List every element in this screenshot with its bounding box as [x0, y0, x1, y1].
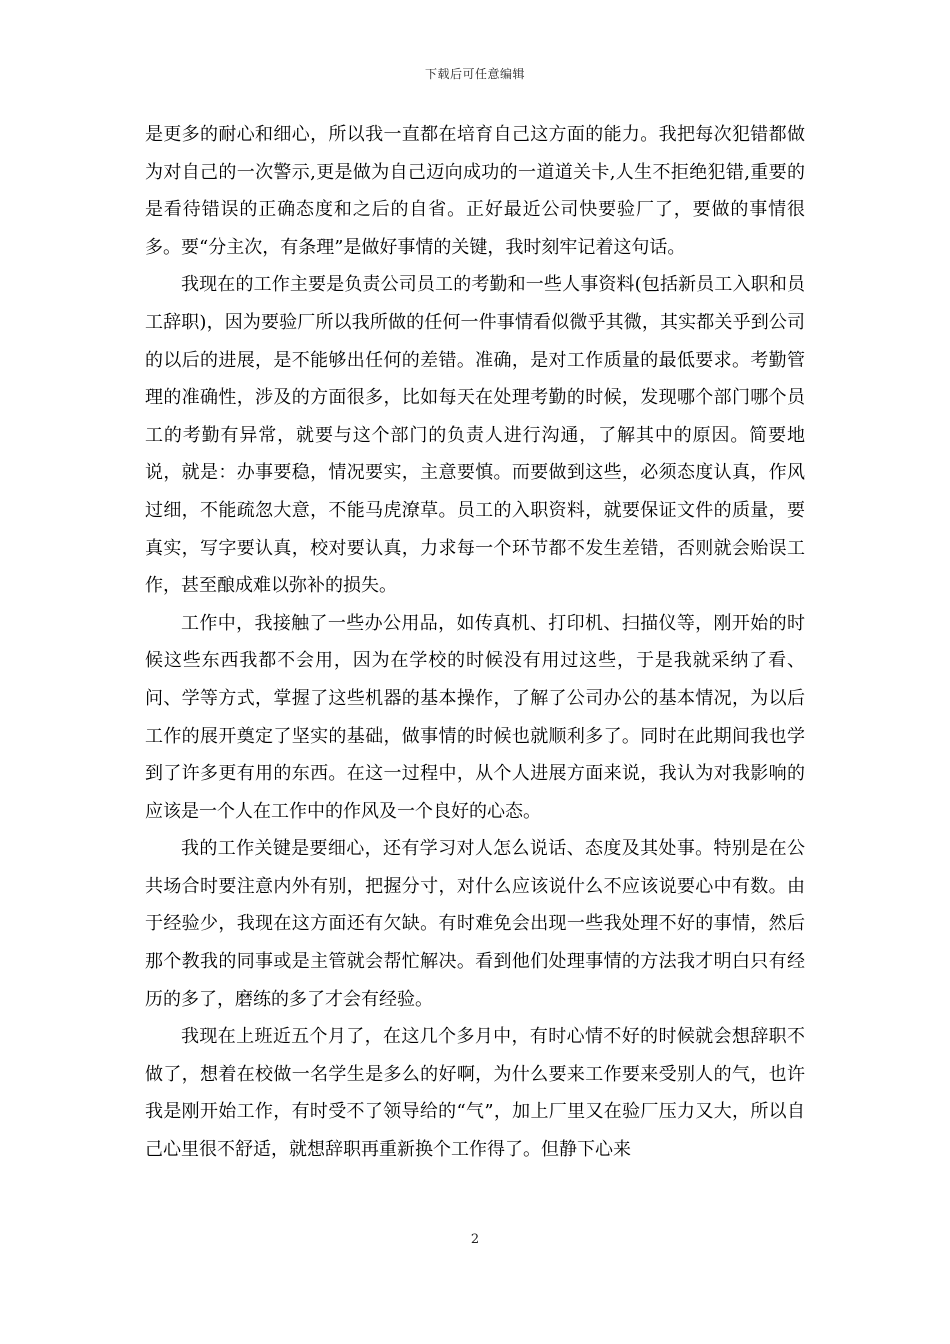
paragraph-2: 我现在的工作主要是负责公司员工的考勤和一些人事资料(包括新员工入职和员工辞职)，因为要验厂所以我所做的任何一件事情看似微乎其微，其实都关乎到公司的以后的进展，是不能够出任何的差错。准确，是对工作质量的最低要求。考勤管理的准确性，涉及的方面很多，比如每天在处理考勤的时候，发现哪个部门哪个员工的考勤有异常，就要与这个部门的负责人进行沟通，了解其中的原因。简要地说，就是：办事要稳，情况要实，主意要慎。而要做到这些，必须态度认真，作风过细，不能疏忽大意，不能马虎潦草。员工的入职资料，就要保证文件的质量，要真实，写字要认真，校对要认真，力求每一个环节都不发生差错，否则就会贻误工作，甚至酿成难以弥补的损失。	[145, 274, 805, 597]
paragraph-3: 工作中，我接触了一些办公用品，如传真机、打印机、扫描仪等，刚开始的时候这些东西我都不会用，因为在学校的时候没有用过这些，于是我就采纳了看、问、学等方式，掌握了这些机器的基本操作，了解了公司办公的基本情况，为以后工作的展开奠定了坚实的基础，做事情的时候也就顺利多了。同时在此期间我也学到了许多更有用的东西。在这一过程中，从个人进展方面来说，我认为对我影响的应该是一个人在工作中的作风及一个良好的心态。	[145, 612, 805, 822]
paragraph-1: 是更多的耐心和细心，所以我一直都在培育自己这方面的能力。我把每次犯错都做为对自己的一次警示,更是做为自己迈向成功的一道道关卡,人生不拒绝犯错,重要的是看待错误的正确态度和之后的自省。正好最近公司快要验厂了，要做的事情很多。要“分主次，有条理”是做好事情的关键，我时刻牢记着这句话。	[145, 124, 805, 258]
page-number: 2	[470, 1232, 480, 1247]
paragraph-5: 我现在上班近五个月了，在这几个多月中，有时心情不好的时候就会想辞职不做了，想着在校做一名学生是多么的好啊，为什么要来工作要来受别人的气，也许我是刚开始工作，有时受不了领导给的“气”，加上厂里又在验厂压力又大，所以自己心里很不舒适，就想辞职再重新换个工作得了。但静下心来	[145, 1026, 805, 1161]
page-header: 下载后可任意编辑	[424, 67, 525, 81]
document-body	[145, 116, 805, 1169]
paragraph-4: 我的工作关键是要细心，还有学习对人怎么说话、态度及其处事。特别是在公共场合时要注意内外有别，把握分寸，对什么应该说什么不应该说要心中有数。由于经验少，我现在这方面还有欠缺。有时难免会出现一些我处理不好的事情，然后那个教我的同事或是主管就会帮忙解决。看到他们处理事情的方法我才明白只有经历的多了，磨练的多了才会有经验。	[145, 838, 805, 1010]
